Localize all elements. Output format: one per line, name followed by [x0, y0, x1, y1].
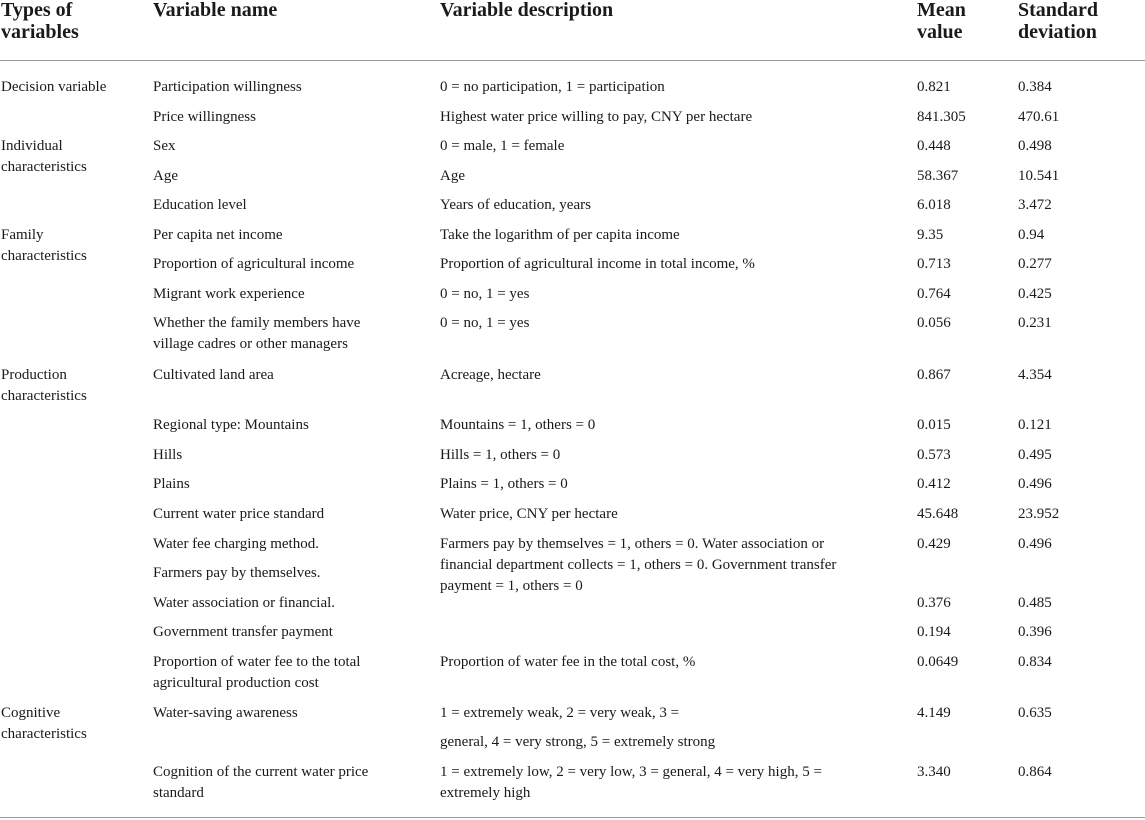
mean-value-cell: 0.194	[917, 624, 951, 640]
variable-name-cell: Proportion of agricultural income	[153, 256, 355, 272]
standard-deviation-cell: 10.541	[1018, 168, 1060, 184]
variable-description-cell: Farmers pay by themselves = 1, others = 0. Water association or financial department collects = 1, others = 0. Government transfer payment = 1, others = 0	[440, 536, 837, 594]
standard-deviation-cell: 3.472	[1018, 197, 1052, 213]
standard-deviation-cell: 0.121	[1018, 417, 1052, 433]
standard-deviation-cell: 0.635	[1018, 705, 1052, 721]
mean-value-cell: 841.305	[917, 109, 966, 125]
variable-description-cell: 1 = extremely low, 2 = very low, 3 = general, 4 = very high, 5 = extremely high	[440, 764, 822, 801]
variable-type-cell: Family characteristics	[1, 227, 87, 264]
header-variable-name: Variable name	[153, 0, 278, 21]
standard-deviation-cell: 0.384	[1018, 79, 1052, 95]
standard-deviation-cell: 0.425	[1018, 286, 1052, 302]
mean-value-cell: 45.648	[917, 506, 959, 522]
variable-name-cell: Current water price standard	[153, 506, 325, 522]
mean-value-cell: 0.376	[917, 595, 951, 611]
mean-value-cell: 58.367	[917, 168, 959, 184]
standard-deviation-cell: 0.94	[1018, 227, 1045, 243]
standard-deviation-cell: 0.864	[1018, 764, 1052, 780]
standard-deviation-cell: 4.354	[1018, 367, 1052, 383]
variable-name-cell: Cultivated land area	[153, 367, 274, 383]
standard-deviation-cell: 0.277	[1018, 256, 1052, 272]
variable-description-cell: Proportion of water fee in the total cost, %	[440, 654, 696, 670]
table-bottom-rule	[0, 817, 1145, 818]
variable-name-cell: Water fee charging method.	[153, 536, 319, 552]
variable-description-cell: Water price, CNY per hectare	[440, 506, 618, 522]
header-divider	[0, 60, 1145, 61]
mean-value-cell: 0.412	[917, 476, 951, 492]
variable-description-cell: Highest water price willing to pay, CNY per hectare	[440, 109, 753, 125]
mean-value-cell: 0.713	[917, 256, 951, 272]
variable-name-cell: Farmers pay by themselves.	[153, 565, 321, 581]
variable-name-cell: Plains	[153, 476, 190, 492]
header-types-of-variables: Types of variables	[1, 0, 79, 43]
header-variable-description: Variable description	[440, 0, 614, 21]
standard-deviation-cell: 0.498	[1018, 138, 1052, 154]
variable-name-cell: Participation willingness	[153, 79, 302, 95]
variable-description-cell: Age	[440, 168, 465, 184]
variable-name-cell: Migrant work experience	[153, 286, 305, 302]
variable-type-cell: Cognitive characteristics	[1, 705, 87, 742]
variable-name-cell: Price willingness	[153, 109, 256, 125]
variable-description-cell: Take the logarithm of per capita income	[440, 227, 680, 243]
standard-deviation-cell: 23.952	[1018, 506, 1060, 522]
variable-description-cell: Plains = 1, others = 0	[440, 476, 568, 492]
variable-name-cell: Cognition of the current water price standard	[153, 764, 369, 801]
standard-deviation-cell: 0.485	[1018, 595, 1052, 611]
variable-description-cell: 1 = extremely weak, 2 = very weak, 3 =	[440, 705, 680, 721]
standard-deviation-cell: 470.61	[1018, 109, 1060, 125]
standard-deviation-cell: 0.495	[1018, 447, 1052, 463]
variable-description-cell: Acreage, hectare	[440, 367, 541, 383]
variable-description-cell: 0 = no, 1 = yes	[440, 315, 530, 331]
variable-description-cell: 0 = no, 1 = yes	[440, 286, 530, 302]
mean-value-cell: 0.056	[917, 315, 951, 331]
variable-name-cell: Hills	[153, 447, 183, 463]
standard-deviation-cell: 0.496	[1018, 476, 1052, 492]
mean-value-cell: 3.340	[917, 764, 951, 780]
standard-deviation-cell: 0.496	[1018, 536, 1052, 552]
variable-type-cell: Individual characteristics	[1, 138, 87, 175]
variable-name-cell: Sex	[153, 138, 176, 154]
variable-type-cell: Decision variable	[1, 79, 107, 95]
variable-name-cell: Government transfer payment	[153, 624, 333, 640]
standard-deviation-cell: 0.231	[1018, 315, 1052, 331]
header-mean-value: Mean value	[917, 0, 966, 43]
mean-value-cell: 0.429	[917, 536, 951, 552]
mean-value-cell: 0.0649	[917, 654, 959, 670]
mean-value-cell: 4.149	[917, 705, 951, 721]
mean-value-cell: 0.821	[917, 79, 951, 95]
mean-value-cell: 0.573	[917, 447, 951, 463]
variable-description-cell: general, 4 = very strong, 5 = extremely strong	[440, 734, 716, 750]
mean-value-cell: 6.018	[917, 197, 951, 213]
variable-description-cell: Hills = 1, others = 0	[440, 447, 561, 463]
header-standard-deviation: Standard deviation	[1018, 0, 1099, 43]
standard-deviation-cell: 0.834	[1018, 654, 1052, 670]
variable-description-cell: 0 = male, 1 = female	[440, 138, 565, 154]
standard-deviation-cell: 0.396	[1018, 624, 1052, 640]
variable-description-cell: Mountains = 1, others = 0	[440, 417, 596, 433]
variable-name-cell: Per capita net income	[153, 227, 283, 243]
variable-name-cell: Proportion of water fee to the total agricultural production cost	[153, 654, 361, 691]
variable-name-cell: Age	[153, 168, 178, 184]
mean-value-cell: 0.448	[917, 138, 951, 154]
mean-value-cell: 0.015	[917, 417, 951, 433]
variable-name-cell: Water association or financial.	[153, 595, 336, 611]
variable-name-cell: Whether the family members have village cadres or other managers	[153, 315, 361, 352]
mean-value-cell: 0.867	[917, 367, 951, 383]
variable-description-cell: 0 = no participation, 1 = participation	[440, 79, 665, 95]
variable-type-cell: Production characteristics	[1, 367, 87, 404]
variable-name-cell: Regional type: Mountains	[153, 417, 309, 433]
variable-name-cell: Water-saving awareness	[153, 705, 298, 721]
mean-value-cell: 0.764	[917, 286, 951, 302]
variable-description-cell: Years of education, years	[440, 197, 591, 213]
variable-name-cell: Education level	[153, 197, 247, 213]
mean-value-cell: 9.35	[917, 227, 944, 243]
variable-description-cell: Proportion of agricultural income in total income, %	[440, 256, 755, 272]
